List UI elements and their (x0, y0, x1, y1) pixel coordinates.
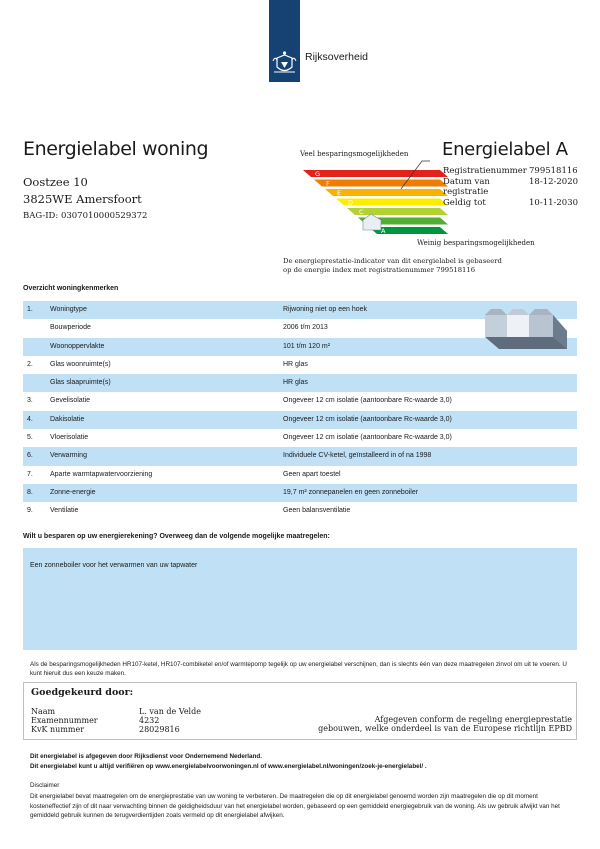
label-meta-row (443, 166, 578, 177)
row-value: HR glas (283, 360, 308, 368)
row-number: 3. (27, 397, 33, 405)
row-label: Verwarming (50, 452, 87, 460)
indicator-line-1: De energieprestatie-indicator van dit energielabel is gebaseerd (283, 257, 502, 265)
approval-value: 28029816 (139, 725, 180, 735)
row-value: Geen apart toestel (283, 470, 341, 478)
approval-value: 4232 (139, 716, 160, 726)
table-row (23, 356, 577, 374)
footer-info (30, 752, 427, 771)
row-label: Aparte warmtapwatervoorziening (50, 470, 153, 478)
house-illustration (483, 303, 569, 351)
approval-statement-line-1: Afgegeven conform de regeling energieprestatie (374, 715, 572, 724)
row-value: 19,7 m² zonnepanelen en geen zonneboiler (283, 488, 419, 496)
approval-key: Examennummer (31, 716, 98, 726)
disclaimer-text: Dit energielabel bevat maatregelen om de energieprestatie van uw woning te verbeteren. De maatregelen die op dit energielabel genoemd worden zijn maatregelen die op dit moment kosteneffectief zijn of dit naar verwachting binnen de geldigheidsduur van het energielabel worden, gebaseerd op een gemiddeld energiegebruik van de woning. Als uw gebruik afwijkt van het gemiddeld gebruik kunnen de terugverdientijden zoals vermeld op dit energielabel afwijken. (30, 793, 560, 820)
row-value: Rijwoning niet op een hoek (283, 306, 368, 313)
row-value: 2006 t/m 2013 (283, 324, 328, 332)
rijksoverheid-logo (269, 0, 300, 82)
approval-details (31, 707, 201, 735)
approval-value: L. van de Velde (139, 707, 201, 716)
approval-box (23, 682, 577, 740)
row-label: Zonne-energie (50, 488, 96, 496)
scale-letter-g: G (315, 170, 321, 178)
table-row (23, 502, 577, 520)
org-name: Rijksoverheid (305, 51, 369, 63)
scale-letter-f: F (326, 179, 330, 188)
row-label: Woningtype (50, 306, 87, 313)
indicator-text (283, 257, 502, 275)
footer-line-2[interactable]: Dit energielabel kunt u altijd verifiëren op www.energielabelvoorwoningen.nl of www.energielabel.nl/woningen/zoek-je-energielabel/ . (30, 762, 427, 770)
scale-bar-g (303, 170, 448, 177)
table-row (23, 411, 577, 429)
bag-id: BAG-ID: 0307010000529372 (23, 211, 148, 221)
scale-letter-d: D (348, 198, 354, 207)
coat-of-arms-icon (271, 50, 298, 78)
scale-bottom-text: Weinig besparingsmogelijkheden (417, 239, 535, 247)
measures-heading: Wilt u besparen op uw energierekening? Overweeg dan de volgende mogelijke maatregelen: (23, 533, 330, 540)
measure-item: Een zonneboiler voor het verwarmen van uw tapwater (30, 562, 198, 569)
scale-bar-e (325, 189, 448, 196)
label-meta-value: 799518116 (529, 166, 578, 176)
indicator-line-2: op de energie index met registratienummer 799518116 (283, 266, 476, 274)
scale-top-text: Veel besparingsmogelijkheden (300, 150, 409, 158)
page-title: Energielabel woning (23, 138, 209, 160)
row-label: Gevelisolatie (50, 397, 91, 405)
table-row (23, 392, 577, 410)
label-meta-row (443, 198, 578, 209)
scale-letter-e: E (337, 189, 342, 197)
approval-statement-line-2: gebouwen, welke onderdeel is van de Europese richtlijn EPBD (318, 724, 572, 734)
row-number: 5. (27, 434, 33, 442)
address-street: Oostzee 10 (23, 175, 88, 189)
table-row (23, 429, 577, 447)
row-label: Ventilatie (50, 507, 79, 515)
approval-statement (318, 715, 572, 733)
row-value: Individuele CV-ketel, geïnstalleerd in of na 1998 (283, 452, 432, 460)
disclaimer (30, 781, 575, 821)
scale-letter-a: A (381, 227, 386, 235)
row-number: 7. (27, 470, 33, 478)
overview-heading: Overzicht woningkenmerken (23, 285, 119, 292)
row-label: Bouwperiode (50, 324, 91, 332)
approval-key: Naam (31, 707, 56, 716)
address-city: 3825WE Amersfoort (23, 192, 142, 206)
label-meta (443, 166, 578, 208)
row-number: 6. (27, 452, 33, 460)
scale-bar-f (314, 180, 448, 187)
row-label: Glas woonruimte(s) (50, 360, 111, 368)
label-meta-value: 18-12-2020 (529, 176, 579, 187)
row-number: 8. (27, 488, 33, 496)
row-number: 2. (27, 360, 33, 368)
label-meta-key: Datum van registratie (443, 176, 490, 197)
table-row (23, 484, 577, 502)
row-label: Woonoppervlakte (50, 342, 105, 350)
table-row (23, 447, 577, 465)
row-value: 101 t/m 120 m² (283, 342, 331, 350)
table-row (23, 466, 577, 484)
row-value: Ongeveer 12 cm isolatie (aantoonbare Rc-waarde 3,0) (283, 434, 452, 442)
row-label: Glas slaapruimte(s) (50, 379, 111, 387)
row-value: Ongeveer 12 cm isolatie (aantoonbare Rc-waarde 3,0) (283, 415, 452, 423)
row-number: 1. (27, 306, 33, 313)
row-value: Ongeveer 12 cm isolatie (aantoonbare Rc-waarde 3,0) (283, 397, 452, 405)
label-meta-row (443, 177, 578, 198)
footer-line-1: Dit energielabel is afgegeven door Rijksdienst voor Ondernemend Nederland. (30, 753, 262, 760)
row-label: Dakisolatie (50, 415, 85, 423)
approval-heading: Goedgekeurd door: (31, 687, 134, 698)
measures-box (23, 548, 577, 650)
row-value: HR glas (283, 379, 308, 387)
house-icon (363, 214, 381, 230)
label-meta-key: Geldig tot (443, 197, 486, 208)
label-meta-key: Registratienummer (443, 166, 527, 176)
scale-letter-c: C (359, 208, 364, 216)
label-meta-value: 10-11-2030 (529, 197, 579, 208)
approval-key: KvK nummer (31, 725, 85, 735)
row-label: Vloerisolatie (50, 434, 89, 442)
row-number: 9. (27, 507, 33, 515)
approval-row (31, 725, 201, 734)
row-number: 4. (27, 415, 33, 423)
measures-note: Als de besparingsmogelijkheden HR107-ketel, HR107-combiketel en/of warmtepomp tegelijk op uw energielabel verschijnen, dan is slechts één van deze maatregelen zinvol om uit te voeren. U kunt hieruit dus een keuze maken. (30, 661, 567, 677)
approval-row (31, 716, 201, 725)
row-value: Geen balansventilatie (283, 507, 351, 515)
energy-scale-graphic (300, 158, 455, 248)
disclaimer-title: Disclaimer (30, 782, 60, 789)
label-heading: Energielabel A (442, 139, 568, 160)
table-row (23, 374, 577, 392)
approval-row (31, 707, 201, 716)
